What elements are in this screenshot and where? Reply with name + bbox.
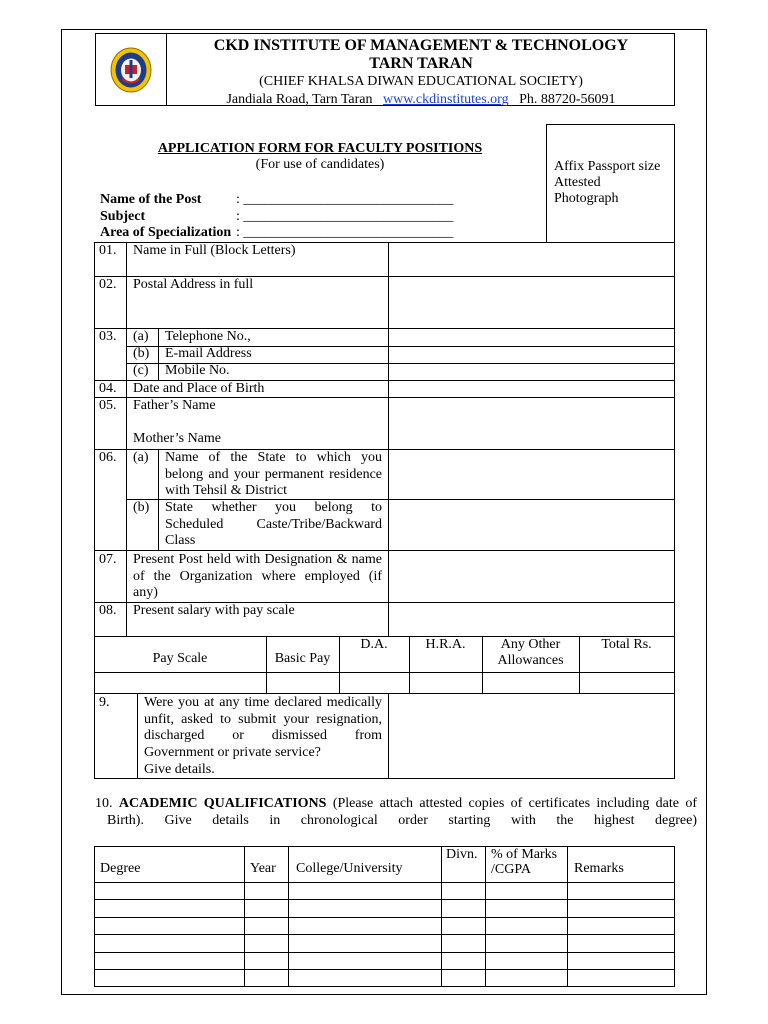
salary-da-value[interactable]	[339, 672, 410, 694]
academic-marks-cell[interactable]	[485, 882, 568, 900]
row-06b-marker: (b)	[133, 500, 150, 515]
academic-number: 10.	[95, 796, 113, 811]
academic-degree-cell[interactable]	[94, 899, 245, 917]
crest-icon	[109, 46, 153, 94]
subject-field-label: Subject	[100, 208, 146, 224]
row-02-number: 02.	[99, 277, 117, 292]
row-09-label: Were you at any time declared medically unfit, asked to submit your resignation, discharged or dismissed from Government or private service?	[144, 695, 382, 760]
row-06-number: 06.	[99, 450, 117, 465]
header-text	[168, 34, 674, 109]
salary-other-label-1: Any Other	[500, 637, 561, 652]
row-02-answer-cell[interactable]	[388, 276, 675, 329]
salary-hra-value[interactable]	[409, 672, 483, 694]
salary-other-value[interactable]	[482, 672, 580, 694]
row-06b-label: State whether you belong to Scheduled Caste/Tribe/Backward Class	[165, 500, 382, 548]
post-field-line[interactable]: : ______________________________	[236, 192, 454, 207]
academic-remarks-cell[interactable]	[567, 934, 675, 952]
row-06a-marker: (a)	[133, 450, 149, 465]
academic-divn-cell[interactable]	[441, 952, 486, 970]
academic-divn-cell[interactable]	[441, 882, 486, 900]
row-04-number: 04.	[99, 381, 117, 396]
specialization-field-line[interactable]: : ______________________________	[236, 225, 454, 240]
academic-year-cell[interactable]	[244, 917, 289, 935]
row-04-answer-cell[interactable]	[388, 380, 675, 398]
academic-heading-line	[95, 795, 698, 829]
academic-degree-cell[interactable]	[94, 969, 245, 987]
row-09-answer-cell[interactable]	[388, 693, 675, 779]
row-09-number: 9.	[99, 695, 110, 710]
salary-pay-scale-label: Pay Scale	[152, 651, 208, 666]
row-08-number: 08.	[99, 603, 117, 618]
institute-name: CKD INSTITUTE OF MANAGEMENT & TECHNOLOGY	[213, 37, 629, 54]
phone: Ph. 88720-56091	[519, 92, 616, 107]
row-02-label: Postal Address in full	[133, 277, 254, 292]
academic-divn-cell[interactable]	[441, 917, 486, 935]
specialization-field-row[interactable]	[100, 225, 453, 242]
salary-total-label: Total Rs.	[601, 637, 652, 652]
row-01-answer-cell[interactable]	[388, 242, 675, 277]
academic-note: (Please attach attested copies of certificates including date of Birth). Give details in chronological order starting with the highest degree)	[107, 796, 698, 828]
institute-header	[95, 33, 675, 106]
photo-line-2: Attested	[554, 175, 601, 190]
photo-line-3: Photograph	[554, 191, 619, 206]
academic-year-cell[interactable]	[244, 952, 289, 970]
academic-year-cell[interactable]	[244, 969, 289, 987]
academic-college-cell[interactable]	[288, 899, 442, 917]
row-07-label: Present Post held with Designation & name of the Organization where employed (if any)	[133, 552, 382, 600]
academic-heading: ACADEMIC QUALIFICATIONS	[118, 796, 327, 811]
row-01-number: 01.	[99, 243, 117, 258]
specialization-field-label: Area of Specialization	[100, 225, 232, 240]
row-03a-label: Telephone No.,	[165, 329, 251, 344]
academic-divn-cell[interactable]	[441, 969, 486, 987]
row-03c-marker: (c)	[133, 363, 149, 378]
salary-other-label-2: Allowances	[497, 653, 564, 668]
academic-degree-cell[interactable]	[94, 952, 245, 970]
academic-college-cell[interactable]	[288, 917, 442, 935]
row-08-label: Present salary with pay scale	[133, 603, 295, 618]
academic-marks-cell[interactable]	[485, 969, 568, 987]
row-06a-answer-cell[interactable]	[388, 449, 675, 500]
academic-marks-label-2: /CGPA	[491, 862, 531, 877]
institute-logo	[96, 34, 167, 105]
academic-marks-cell[interactable]	[485, 952, 568, 970]
row-08-answer-cell[interactable]	[388, 602, 675, 637]
salary-basic-pay-value[interactable]	[266, 672, 340, 694]
row-03b-answer-cell[interactable]	[388, 346, 675, 364]
academic-marks-cell[interactable]	[485, 934, 568, 952]
row-03c-answer-cell[interactable]	[388, 363, 675, 381]
academic-remarks-cell[interactable]	[567, 969, 675, 987]
photo-line-1: Affix Passport size	[554, 159, 661, 174]
row-03a-answer-cell[interactable]	[388, 328, 675, 347]
academic-remarks-cell[interactable]	[567, 917, 675, 935]
academic-college-cell[interactable]	[288, 934, 442, 952]
row-07-number: 07.	[99, 552, 117, 567]
subject-field-row[interactable]	[100, 209, 453, 226]
row-03-number: 03.	[99, 329, 117, 344]
society-name: (CHIEF KHALSA DIWAN EDUCATIONAL SOCIETY)	[259, 74, 583, 89]
salary-basic-pay-label: Basic Pay	[274, 651, 331, 666]
row-01-label: Name in Full (Block Letters)	[133, 243, 296, 258]
academic-remarks-cell[interactable]	[567, 952, 675, 970]
row-06a-label: Name of the State to which you belong and your permanent residence with Tehsil & District	[165, 450, 382, 498]
form-title-sub: (For use of candidates)	[255, 157, 385, 172]
post-field-label: Name of the Post	[100, 192, 202, 207]
academic-remarks-cell[interactable]	[567, 882, 675, 900]
row-06b-answer-cell[interactable]	[388, 499, 675, 551]
institute-city: TARN TARAN	[369, 55, 473, 72]
row-05-father-label: Father’s Name	[133, 398, 216, 413]
form-title	[100, 141, 540, 173]
academic-college-cell[interactable]	[288, 969, 442, 987]
salary-total-value[interactable]	[579, 672, 675, 694]
academic-marks-cell[interactable]	[485, 917, 568, 935]
address-line	[168, 91, 674, 109]
academic-degree-cell[interactable]	[94, 882, 245, 900]
salary-da-label: D.A.	[360, 637, 388, 652]
academic-marks-label-1: % of Marks	[491, 847, 558, 862]
academic-college-label: College/University	[296, 861, 403, 876]
row-04-label: Date and Place of Birth	[133, 381, 265, 396]
post-field-row[interactable]	[100, 192, 453, 209]
row-03b-marker: (b)	[133, 346, 150, 361]
row-03a-marker: (a)	[133, 329, 149, 344]
academic-remarks-cell[interactable]	[567, 899, 675, 917]
academic-marks-cell[interactable]	[485, 899, 568, 917]
academic-college-cell[interactable]	[288, 882, 442, 900]
academic-divn-label: Divn.	[446, 847, 478, 862]
academic-degree-label: Degree	[100, 861, 141, 876]
subject-field-line[interactable]: : ______________________________	[236, 208, 454, 224]
website-link[interactable]: www.ckdinstitutes.org	[382, 92, 509, 107]
salary-hra-label: H.R.A.	[425, 637, 466, 652]
row-07-answer-cell[interactable]	[388, 550, 675, 603]
row-09-details: Give details.	[144, 762, 215, 777]
academic-year-label: Year	[250, 861, 276, 876]
academic-year-cell[interactable]	[244, 899, 289, 917]
row-05-mother-label: Mother’s Name	[133, 431, 221, 446]
form-title-main: APPLICATION FORM FOR FACULTY POSITIONS	[157, 141, 483, 156]
row-05-number: 05.	[99, 398, 117, 413]
row-05-answer-cell[interactable]	[388, 397, 675, 450]
row-03b-label: E-mail Address	[165, 346, 252, 361]
academic-year-cell[interactable]	[244, 882, 289, 900]
academic-year-cell[interactable]	[244, 934, 289, 952]
photo-box	[546, 124, 675, 243]
academic-divn-cell[interactable]	[441, 899, 486, 917]
academic-remarks-label: Remarks	[574, 861, 624, 876]
academic-college-cell[interactable]	[288, 952, 442, 970]
salary-pay-scale-value[interactable]	[94, 672, 267, 694]
academic-degree-cell[interactable]	[94, 934, 245, 952]
address: Jandiala Road, Tarn Taran	[226, 92, 373, 107]
academic-degree-cell[interactable]	[94, 917, 245, 935]
post-fields	[100, 192, 453, 242]
row-03c-label: Mobile No.	[165, 363, 230, 378]
academic-divn-cell[interactable]	[441, 934, 486, 952]
academic-section-heading	[95, 795, 698, 829]
